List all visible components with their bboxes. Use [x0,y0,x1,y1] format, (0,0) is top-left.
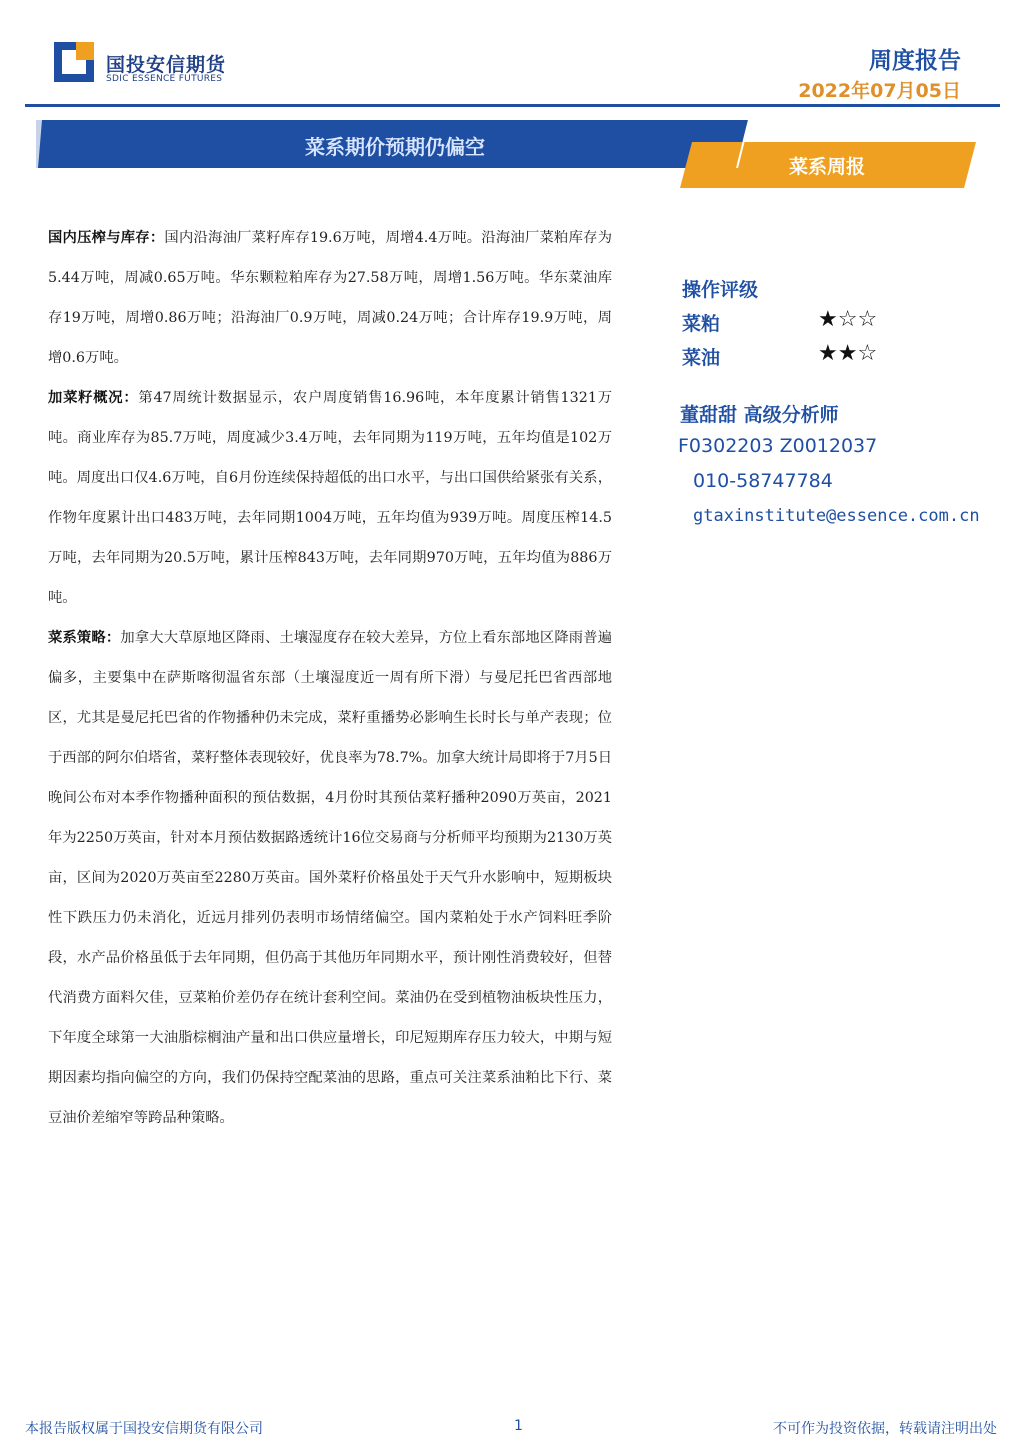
paragraph-heading: 菜系策略： [48,630,121,646]
page-number: 1 [514,1418,523,1434]
report-category: 菜系周报 [788,156,865,178]
logo-text: 国投安信期货 [106,54,227,76]
footer-copyright: 本报告版权属于国投安信期货有限公司 [25,1421,263,1437]
paragraph-strategy [48,618,612,1138]
analyst-email[interactable]: gtaxinstitute@essence.com.cn [693,506,980,526]
rating-stars-oil: ★★☆ [818,341,878,366]
report-date: 2022年07月05日 [798,80,961,102]
report-title: 菜系期价预期仍偏空 [305,135,485,159]
paragraph-text: 国内沿海油厂菜籽库存19.6万吨，周增4.4万吨。沿海油厂菜粕库存为5.44万吨，周减0.65万吨。华东颗粒粕库存为27.58万吨，周增1.56万吨。华东菜油库存19万吨，周增0.86万吨；沿海油厂0.9万吨，周减0.24万吨；合计库存19.9万吨，周增0.6万吨。 [48,230,612,366]
paragraph-heading: 国内压榨与库存： [48,230,165,246]
analyst-phone: 010-58747784 [693,470,833,492]
rating-stars-meal: ★☆☆ [818,307,878,332]
header-divider [25,104,1000,107]
report-type: 周度报告 [869,48,961,74]
rating-title: 操作评级 [682,279,759,301]
paragraph-text: 第47周统计数据显示，农户周度销售16.96吨，本年度累计销售1321万吨。商业库存为85.7万吨，周度减少3.4万吨，去年同期为119万吨，五年均值是102万吨。周度出口仅4.6万吨，自6月份连续保持超低的出口水平，与出口国供给紧张有关系，作物年度累计出口483万吨，去年同期1004万吨，五年均值为939万吨。周度压榨14.5万吨，去年同期为20.5万吨，累计压榨843万吨，去年同期970万吨，五年均值为886万吨。 [48,390,613,606]
rating-label-oil: 菜油 [682,347,721,369]
analyst-name: 董甜甜 高级分析师 [680,404,839,426]
paragraph-canada-canola [48,378,612,618]
rating-label-meal: 菜粕 [682,313,721,335]
report-body [48,218,612,1138]
paragraph-inventory [48,218,612,378]
logo-subtext: SDIC ESSENCE FUTURES [106,74,223,84]
logo-icon [54,42,94,82]
paragraph-text: 加拿大大草原地区降雨、土壤湿度存在较大差异，方位上看东部地区降雨普遍偏多，主要集中在萨斯喀彻温省东部（土壤湿度近一周有所下滑）与曼尼托巴省西部地区，尤其是曼尼托巴省的作物播种仍未完成，菜籽重播势必影响生长时长与单产表现；位于西部的阿尔伯塔省，菜籽整体表现较好，优良率为78.7%。加拿大统计局即将于7月5日晚间公布对本季作物播种面积的预估数据，4月份时其预估菜籽播种2090万英亩，2021年为2250万英亩，针对本月预估数据路透统计16位交易商与分析师平均预期为2130万英亩，区间为2020万英亩至2280万英亩。国外菜籽价格虽处于天气升水影响中，短期板块性下跌压力仍未消化，近远月排列仍表明市场情绪偏空。国内菜粕处于水产饲料旺季阶段，水产品价格虽低于去年同期，但仍高于其他历年同期水平，预计刚性消费较好，但替代消费方面料欠佳，豆菜粕价差仍存在统计套利空间。菜油仍在受到植物油板块性压力，下年度全球第一大油脂棕榈油产量和出口供应量增长，印尼短期库存压力较大，中期与短期因素均指向偏空的方向，我们仍保持空配菜油的思路，重点可关注菜系油粕比下行、菜豆油价差缩窄等跨品种策略。 [48,630,613,1126]
paragraph-heading: 加菜籽概况： [48,390,139,406]
footer-disclaimer: 不可作为投资依据，转载请注明出处 [773,1421,997,1437]
analyst-certificate: F0302203 Z0012037 [678,435,878,457]
